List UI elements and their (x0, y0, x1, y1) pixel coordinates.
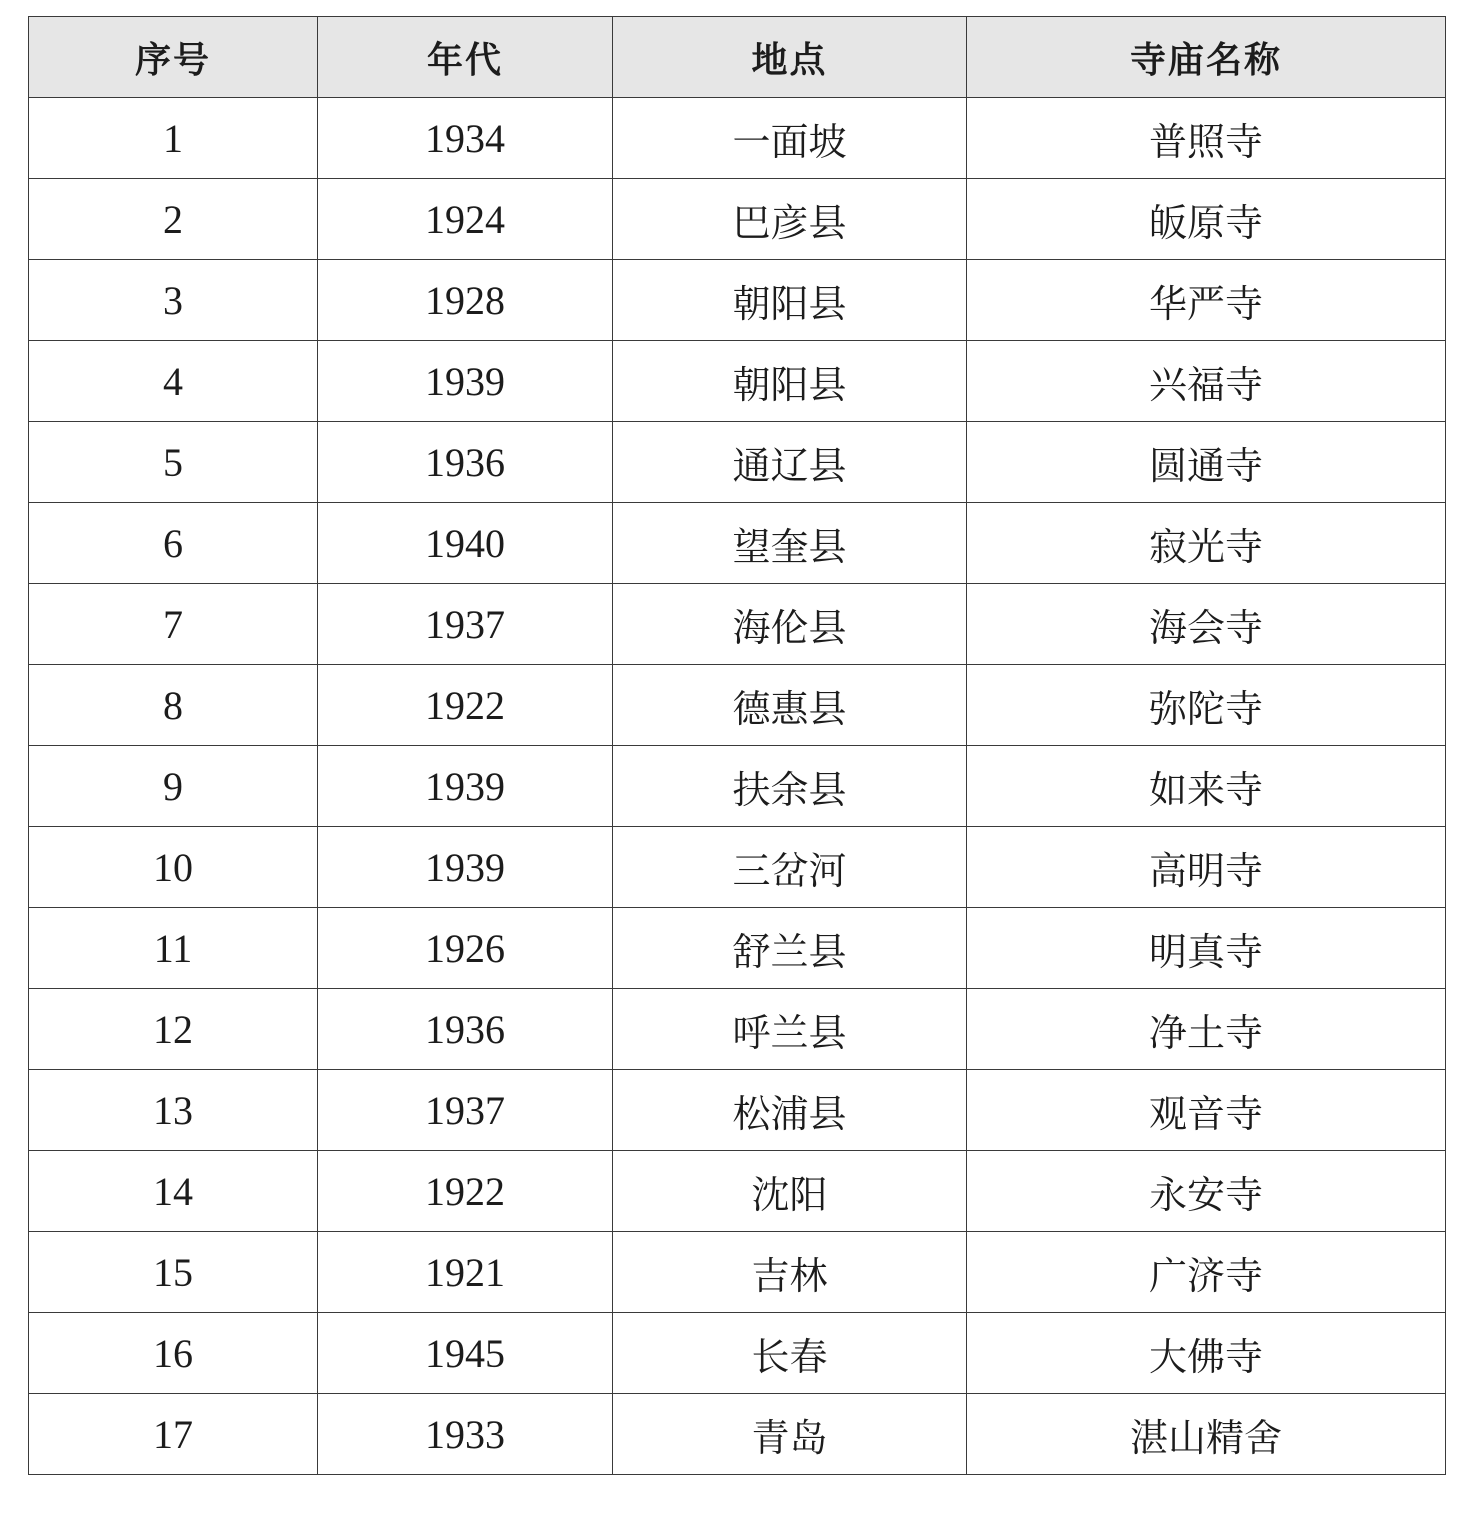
cell-year: 1934 (318, 98, 613, 179)
cell-year: 1939 (318, 746, 613, 827)
cell-temple-name: 兴福寺 (967, 341, 1446, 422)
cell-year: 1922 (318, 1151, 613, 1232)
table-row (29, 746, 1446, 827)
table-row (29, 827, 1446, 908)
table-row (29, 179, 1446, 260)
cell-location: 朝阳县 (613, 341, 967, 422)
cell-serial-number: 3 (29, 260, 318, 341)
temple-table (28, 16, 1446, 1475)
cell-year: 1940 (318, 503, 613, 584)
cell-serial-number: 6 (29, 503, 318, 584)
cell-serial-number: 13 (29, 1070, 318, 1151)
header-year: 年代 (318, 17, 613, 98)
cell-serial-number: 10 (29, 827, 318, 908)
cell-location: 长春 (613, 1313, 967, 1394)
cell-serial-number: 16 (29, 1313, 318, 1394)
cell-serial-number: 12 (29, 989, 318, 1070)
table-row (29, 989, 1446, 1070)
cell-temple-name: 如来寺 (967, 746, 1446, 827)
cell-location: 吉林 (613, 1232, 967, 1313)
cell-temple-name: 圆通寺 (967, 422, 1446, 503)
cell-location: 扶余县 (613, 746, 967, 827)
cell-year: 1939 (318, 827, 613, 908)
cell-temple-name: 弥陀寺 (967, 665, 1446, 746)
table-row (29, 908, 1446, 989)
cell-location: 青岛 (613, 1394, 967, 1475)
cell-year: 1937 (318, 1070, 613, 1151)
cell-serial-number: 15 (29, 1232, 318, 1313)
cell-year: 1936 (318, 989, 613, 1070)
cell-year: 1928 (318, 260, 613, 341)
header-row (29, 17, 1446, 98)
cell-temple-name: 高明寺 (967, 827, 1446, 908)
table-row (29, 98, 1446, 179)
cell-year: 1937 (318, 584, 613, 665)
cell-location: 呼兰县 (613, 989, 967, 1070)
cell-serial-number: 17 (29, 1394, 318, 1475)
cell-serial-number: 1 (29, 98, 318, 179)
cell-location: 通辽县 (613, 422, 967, 503)
cell-year: 1922 (318, 665, 613, 746)
cell-temple-name: 明真寺 (967, 908, 1446, 989)
cell-location: 望奎县 (613, 503, 967, 584)
table-row (29, 260, 1446, 341)
header-location: 地点 (613, 17, 967, 98)
cell-temple-name: 湛山精舍 (967, 1394, 1446, 1475)
table-header (29, 17, 1446, 98)
cell-serial-number: 2 (29, 179, 318, 260)
header-serial-number: 序号 (29, 17, 318, 98)
cell-location: 三岔河 (613, 827, 967, 908)
cell-temple-name: 普照寺 (967, 98, 1446, 179)
cell-serial-number: 11 (29, 908, 318, 989)
table-row (29, 665, 1446, 746)
cell-location: 舒兰县 (613, 908, 967, 989)
cell-location: 松浦县 (613, 1070, 967, 1151)
cell-temple-name: 净土寺 (967, 989, 1446, 1070)
cell-temple-name: 永安寺 (967, 1151, 1446, 1232)
cell-temple-name: 大佛寺 (967, 1313, 1446, 1394)
header-temple-name: 寺庙名称 (967, 17, 1446, 98)
cell-temple-name: 华严寺 (967, 260, 1446, 341)
cell-serial-number: 8 (29, 665, 318, 746)
cell-location: 朝阳县 (613, 260, 967, 341)
cell-location: 沈阳 (613, 1151, 967, 1232)
cell-temple-name: 海会寺 (967, 584, 1446, 665)
table-row (29, 584, 1446, 665)
cell-year: 1936 (318, 422, 613, 503)
cell-year: 1933 (318, 1394, 613, 1475)
cell-year: 1945 (318, 1313, 613, 1394)
table-row (29, 1151, 1446, 1232)
table-row (29, 503, 1446, 584)
cell-serial-number: 14 (29, 1151, 318, 1232)
cell-year: 1926 (318, 908, 613, 989)
cell-serial-number: 9 (29, 746, 318, 827)
cell-location: 巴彦县 (613, 179, 967, 260)
cell-temple-name: 皈原寺 (967, 179, 1446, 260)
cell-serial-number: 4 (29, 341, 318, 422)
table-row (29, 1232, 1446, 1313)
cell-temple-name: 寂光寺 (967, 503, 1446, 584)
cell-temple-name: 广济寺 (967, 1232, 1446, 1313)
cell-location: 德惠县 (613, 665, 967, 746)
table-body (29, 98, 1446, 1475)
table-row (29, 1313, 1446, 1394)
table-row (29, 341, 1446, 422)
cell-year: 1924 (318, 179, 613, 260)
table-row (29, 1070, 1446, 1151)
table-row (29, 422, 1446, 503)
cell-year: 1921 (318, 1232, 613, 1313)
cell-serial-number: 5 (29, 422, 318, 503)
cell-location: 一面坡 (613, 98, 967, 179)
cell-serial-number: 7 (29, 584, 318, 665)
table-row (29, 1394, 1446, 1475)
cell-location: 海伦县 (613, 584, 967, 665)
cell-temple-name: 观音寺 (967, 1070, 1446, 1151)
cell-year: 1939 (318, 341, 613, 422)
